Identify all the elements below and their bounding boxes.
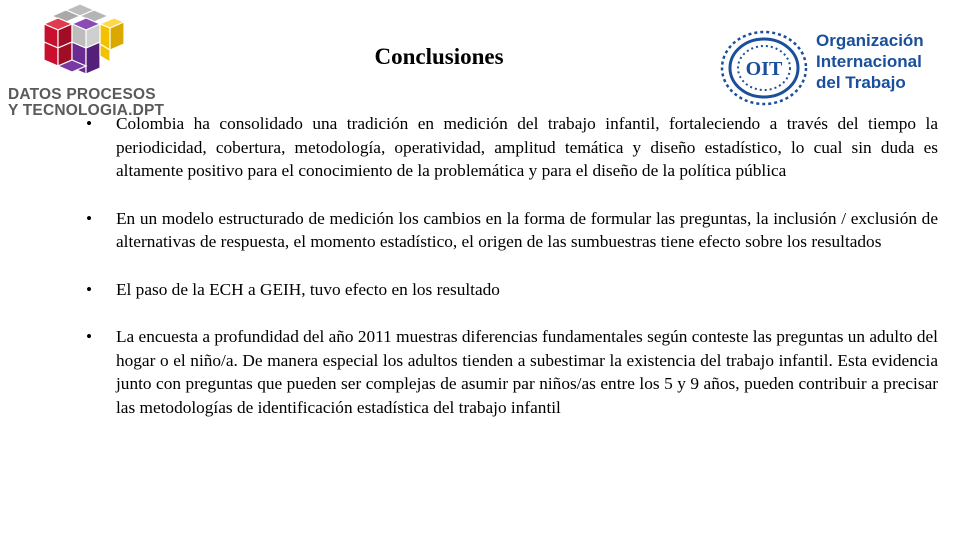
bullet-icon: • <box>86 208 93 228</box>
bullet-text: Colombia ha consolidado una tradición en medición del trabajo infantil, fortaleciendo a través del tiempo la periodicidad, cobertura, metodología, operatividad, amplitud temática y diseño estadístico, lo cual sin duda es altamente positivo para el conocimiento de la problemática y para el diseño de la política pública <box>116 114 938 180</box>
bullet-icon: • <box>86 279 93 299</box>
slide-title: Conclusiones <box>374 44 504 69</box>
logo-text-line1: DATOS PROCESOS <box>8 86 156 103</box>
oit-name-line3: del Trabajo <box>816 73 906 92</box>
list-item <box>86 325 938 419</box>
bullet-text: En un modelo estructurado de medición los cambios en la forma de formular las preguntas, la inclusión / exclusión de alternativas de respuesta, el momento estadístico, el origen de las sumbuestras tiene efecto sobre los resultados <box>116 208 938 251</box>
bullet-text: El paso de la ECH a GEIH, tuvo efecto en los resultado <box>116 279 500 299</box>
oit-name-line1: Organización <box>816 31 924 50</box>
logo-text-line2: Y TECNOLOGIA.DPT <box>8 102 165 119</box>
emblem-text: OIT <box>745 58 783 80</box>
bullet-icon: • <box>86 327 93 346</box>
bullet-text: La encuesta a profundidad del año 2011 muestras diferencias fundamentales según conteste las preguntas un adulto del hogar o el niño/a. De manera especial los adultos tienden a subestimar la existencia del trabajo infantil. Esta evidencia junto con preguntas que pueden ser complejas de asumir par niños/as entre los 5 y 9 años, pueden contribuir a precisar las metodologías de identificación estadística del trabajo infantil <box>116 327 938 417</box>
bullet-icon: • <box>86 114 93 133</box>
list-item <box>86 112 938 183</box>
list-item <box>86 207 938 254</box>
oit-name-line2: Internacional <box>816 52 922 71</box>
list-item <box>86 278 938 302</box>
conclusions-list <box>86 112 938 419</box>
